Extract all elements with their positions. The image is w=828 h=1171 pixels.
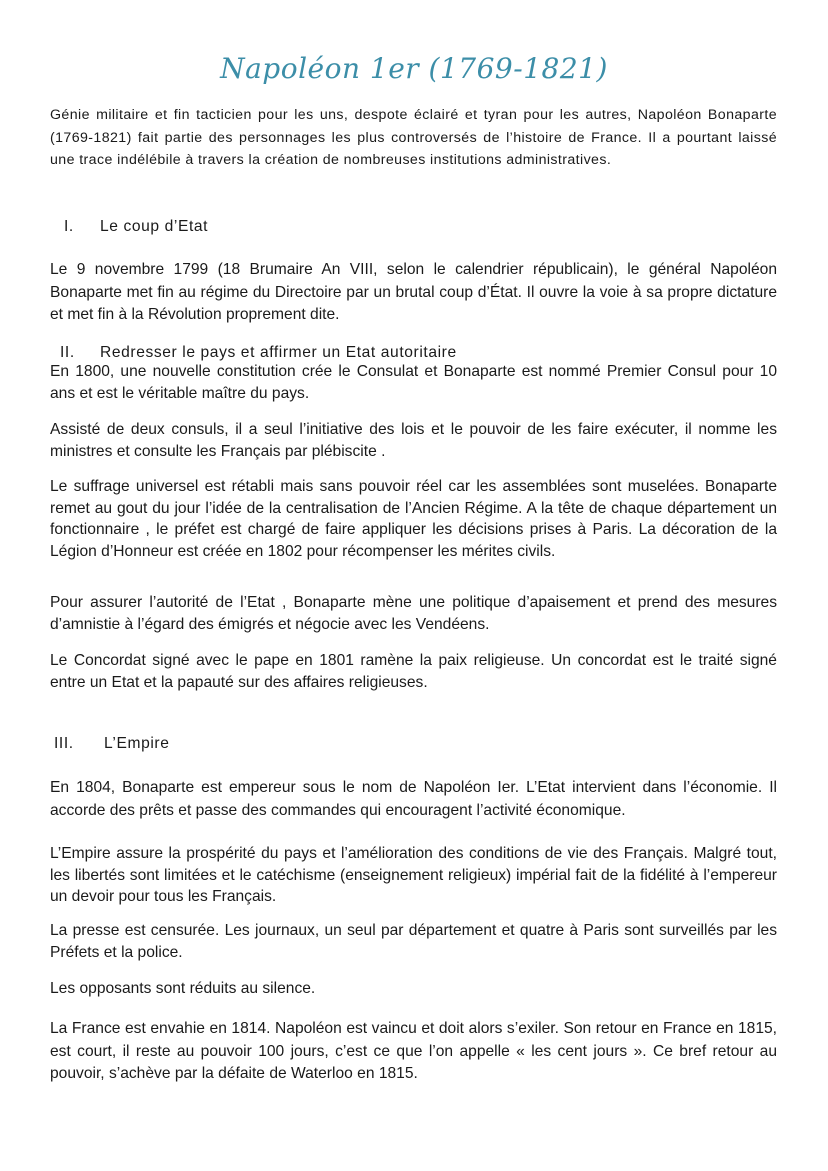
section-3-heading: [54, 734, 454, 754]
section-1-title: Le coup d’Etat: [100, 218, 209, 235]
section-2-paragraph-1: En 1800, une nouvelle constitution crée le Consulat et Bonaparte est nommé Premier Consul pour 10 ans et est le véritable maître du pays.: [50, 363, 777, 402]
section-2-paragraph-5: Le Concordat signé avec le pape en 1801 ramène la paix religieuse. Un concordat est le traité signé entre un Etat et la papauté sur des affaires religieuses.: [50, 652, 777, 691]
section-2-number: II.: [60, 344, 75, 361]
section-3-title: L’Empire: [104, 735, 170, 752]
section-2-paragraph-4: Pour assurer l’autorité de l’Etat , Bonaparte mène une politique d’apaisement et prend des mesures d’amnistie à l’égard des émigrés et négocie avec les Vendéens.: [50, 594, 777, 633]
section-3-number: III.: [54, 735, 74, 752]
section-2-title: Redresser le pays et affirmer un Etat autoritaire: [100, 344, 457, 361]
section-3-paragraph-2: L’Empire assure la prospérité du pays et l’amélioration des conditions de vie des Français. Malgré tout, les libertés sont limitées et le catéchisme (enseignement religieux) impérial fait de la fidélité à l’empereur un devoir pour tous les Français.: [50, 845, 777, 906]
section-1-heading: [64, 217, 464, 237]
page-title: Napoléon 1er (1769-1821): [220, 52, 608, 85]
section-2-paragraph-3: Le suffrage universel est rétabli mais sans pouvoir réel car les assemblées sont muselées. Bonaparte remet au gout du jour l’idée de la centralisation de l’Ancien Régime. A la tête de chaque département un fonctionnaire , le préfet est chargé de faire appliquer les décisions prises à Paris. La décoration de la Légion d’Honneur est créée en 1802 pour récompenser les mérites civils.: [50, 478, 777, 561]
section-2-heading: [60, 343, 660, 363]
intro-paragraph: Génie militaire et fin tacticien pour les uns, despote éclairé et tyran pour les autres, Napoléon Bonaparte (1769-1821) fait partie des personnages les plus controversés de l’histoire de France. Il a pourtant laissé une trace indélébile à travers la création de nombreuses institutions administratives.: [50, 107, 777, 169]
section-1-number: I.: [64, 218, 74, 235]
section-3-paragraph-1: En 1804, Bonaparte est empereur sous le nom de Napoléon Ier. L’Etat intervient dans l’économie. Il accorde des prêts et passe des commandes qui encouragent l’activité économique.: [50, 779, 777, 819]
section-3-paragraph-3: La presse est censurée. Les journaux, un seul par département et quatre à Paris sont surveillés par les Préfets et la police.: [50, 922, 777, 961]
section-2-paragraph-2: Assisté de deux consuls, il a seul l’initiative des lois et le pouvoir de les faire exécuter, il nomme les ministres et consulte les Français par plébiscite .: [50, 421, 777, 460]
section-3-paragraph-5: La France est envahie en 1814. Napoléon est vaincu et doit alors s’exiler. Son retour en France en 1815, est court, il reste au pouvoir 100 jours, c’est ce que l’on appelle « les cent jours ». Ce bref retour au pouvoir, s’achève par la défaite de Waterloo en 1815.: [50, 1020, 777, 1083]
section-1-paragraph-1: Le 9 novembre 1799 (18 Brumaire An VIII, selon le calendrier républicain), le général Napoléon Bonaparte met fin au régime du Directoire par un brutal coup d’État. Il ouvre la voie à sa propre dictature et met fin à la Révolution proprement dite.: [50, 261, 777, 324]
section-3-paragraph-4: Les opposants sont réduits au silence.: [50, 980, 316, 997]
